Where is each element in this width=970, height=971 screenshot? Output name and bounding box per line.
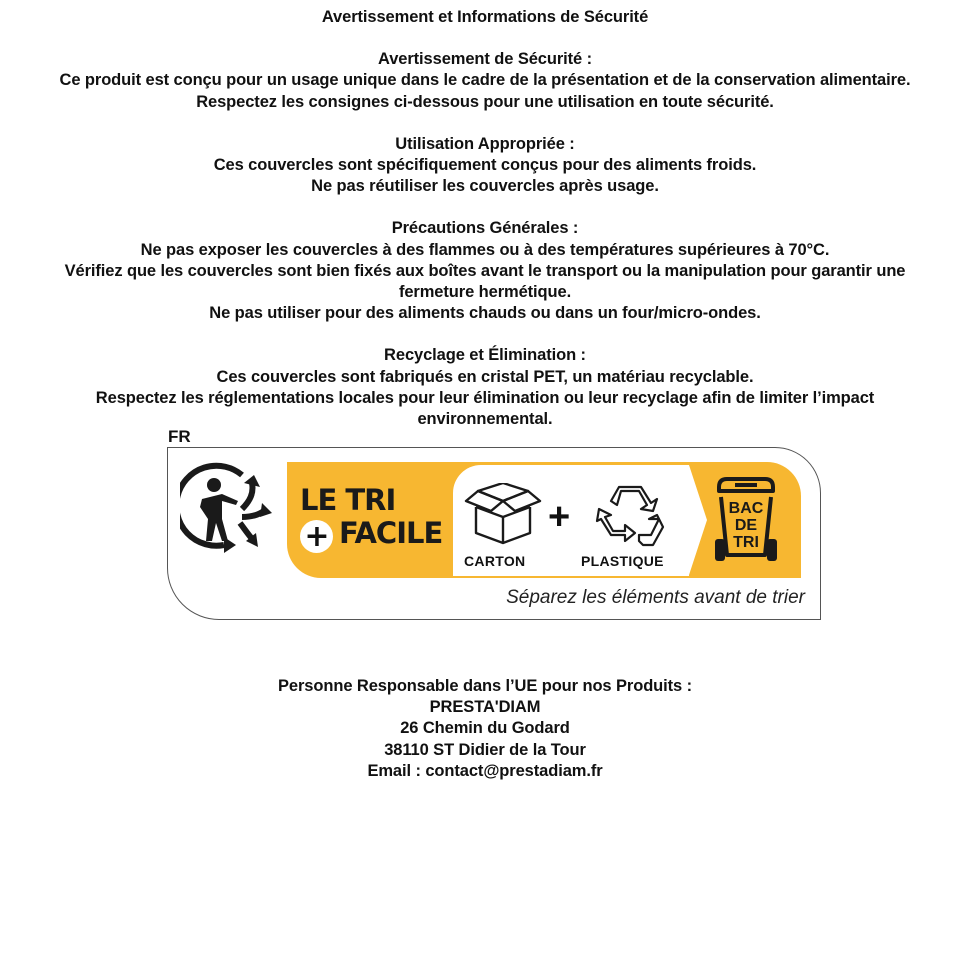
bin-text-line3: TRI (733, 534, 759, 551)
responsible-person (0, 676, 970, 782)
street-address: 26 Chemin du Godard (400, 719, 570, 738)
recycle-icon (595, 485, 665, 551)
brand-line1: LE TRI (300, 483, 396, 517)
responsible-heading: Personne Responsable dans l’UE pour nos Produits : (278, 677, 692, 695)
section-heading: Précautions Générales : (391, 219, 579, 238)
city-address: 38110 ST Didier de la Tour (384, 740, 586, 759)
brand-line2: FACILE (339, 516, 443, 550)
section-line: Ce produit est conçu pour un usage unique dans le cadre de la présentation et de la conservation alimentaire. (59, 71, 911, 90)
section-line: environnemental. (417, 410, 553, 429)
plus-icon: + (548, 496, 571, 538)
bin-text-line1: BAC (728, 500, 764, 517)
separate-instruction: Séparez les éléments avant de trier (506, 587, 805, 608)
section-heading: Avertissement de Sécurité : (377, 50, 593, 69)
section-line: Vérifiez que les couvercles sont bien fixés aux boîtes avant le transport ou la manipulation pour garantir une (64, 261, 906, 280)
carton-label: CARTON (464, 553, 526, 569)
safety-document (0, 0, 970, 430)
section-line: fermeture hermétique. (398, 283, 572, 302)
section-line: Ne pas réutiliser les couvercles après usage. (311, 177, 659, 196)
arrow-shape (689, 465, 707, 575)
bin-text-line2: DE (734, 517, 758, 534)
section-line: Ne pas utiliser pour des aliments chauds ou dans un four/micro-ondes. (209, 304, 761, 323)
plus-circle-icon: + (300, 520, 333, 553)
le-tri-facile-logo (300, 484, 442, 553)
email-contact: Email : contact@prestadiam.fr (367, 761, 603, 780)
section-line: Ces couvercles sont spécifiquement conçus pour des aliments froids. (213, 156, 757, 175)
cardboard-box-icon (464, 483, 542, 545)
section-line: Ne pas exposer les couvercles à des flammes ou à des températures supérieures à 70°C. (140, 240, 830, 259)
country-label: FR (168, 427, 191, 446)
company-name: PRESTA'DIAM (429, 698, 541, 717)
plastique-label: PLASTIQUE (581, 553, 664, 569)
section-line: Respectez les consignes ci-dessous pour une utilisation en toute sécurité. (196, 92, 774, 111)
section-line: Ces couvercles sont fabriqués en cristal PET, un matériau recyclable. (216, 367, 754, 386)
triman-info-tri-label (167, 447, 821, 620)
document-title: Avertissement et Informations de Sécurité (321, 8, 649, 26)
section-heading: Utilisation Appropriée : (395, 134, 575, 153)
recycling-bin-icon (713, 475, 779, 565)
section-line: Respectez les réglementations locales pour leur élimination ou leur recyclage afin de limiter l’impact (95, 388, 875, 407)
triman-logo-icon (180, 461, 275, 553)
section-heading: Recyclage et Élimination : (384, 346, 586, 365)
